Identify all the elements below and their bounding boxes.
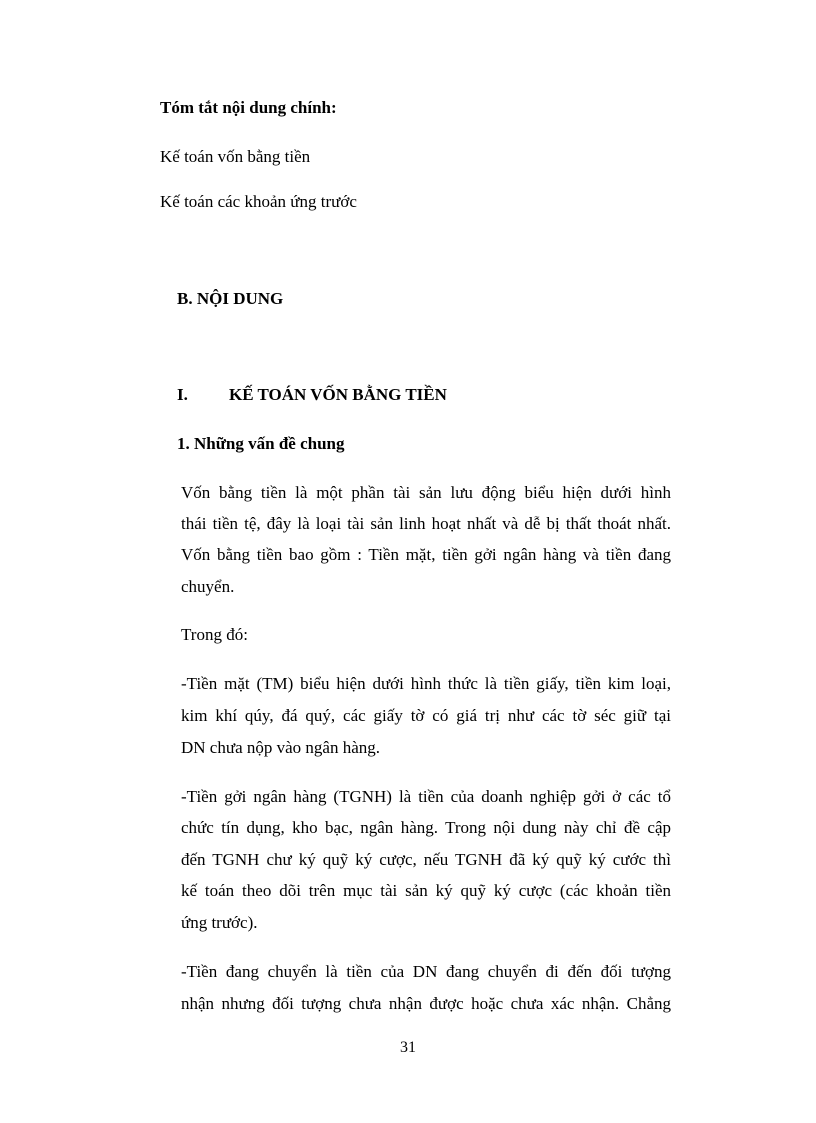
- summary-item-1: Kế toán vốn bằng tiền: [160, 147, 311, 166]
- tien-gui-line: ứng trước).: [181, 913, 258, 932]
- tien-gui-line: -Tiền gởi ngân hàng (TGNH) là tiền của doanh nghiệp gởi ở các tổ: [181, 787, 671, 806]
- intro-line: chuyển.: [181, 577, 235, 596]
- intro-line: thái tiền tệ, đây là loại tài sản linh hoạt nhất và dễ bị thất thoát nhất.: [181, 514, 671, 533]
- tien-gui-line: kế toán theo dõi trên mục tài sản ký quỹ ký cược (các khoản tiền: [181, 881, 671, 900]
- trong-do-label: Trong đó:: [181, 625, 248, 644]
- tien-gui-line: chức tín dụng, kho bạc, ngân hàng. Trong nội dung này chỉ đề cập: [181, 818, 671, 837]
- section-i-number: I.: [177, 385, 188, 404]
- tien-mat-line: -Tiền mặt (TM) biểu hiện dưới hình thức là tiền giấy, tiền kim loại,: [181, 674, 671, 693]
- tien-mat-line: kim khí qúy, đá quý, các giấy tờ có giá trị như các tờ séc giữ tại: [181, 706, 671, 725]
- tien-dang-chuyen-line: nhận nhưng đối tượng chưa nhận được hoặc chưa xác nhận. Chẳng: [181, 994, 671, 1013]
- section-i-title: KẾ TOÁN VỐN BẰNG TIỀN: [229, 385, 447, 404]
- tien-mat-line: DN chưa nộp vào ngân hàng.: [181, 738, 380, 757]
- tien-dang-chuyen-line: -Tiền đang chuyển là tiền của DN đang chuyển đi đến đối tượng: [181, 962, 671, 981]
- section-b-title: B. NỘI DUNG: [177, 289, 284, 308]
- subsection-1-title: 1. Những vấn đề chung: [177, 434, 345, 453]
- summary-heading: Tóm tắt nội dung chính:: [160, 98, 337, 117]
- page-number: 31: [400, 1039, 416, 1056]
- summary-item-2: Kế toán các khoản ứng trước: [160, 192, 357, 211]
- intro-line: Vốn bằng tiền là một phần tài sản lưu động biểu hiện dưới hình: [181, 483, 671, 502]
- tien-gui-line: đến TGNH chư ký quỹ ký cược, nếu TGNH đã ký quỹ ký cước thì: [181, 850, 671, 869]
- intro-line: Vốn bằng tiền bao gồm : Tiền mặt, tiền gởi ngân hàng và tiền đang: [181, 545, 671, 564]
